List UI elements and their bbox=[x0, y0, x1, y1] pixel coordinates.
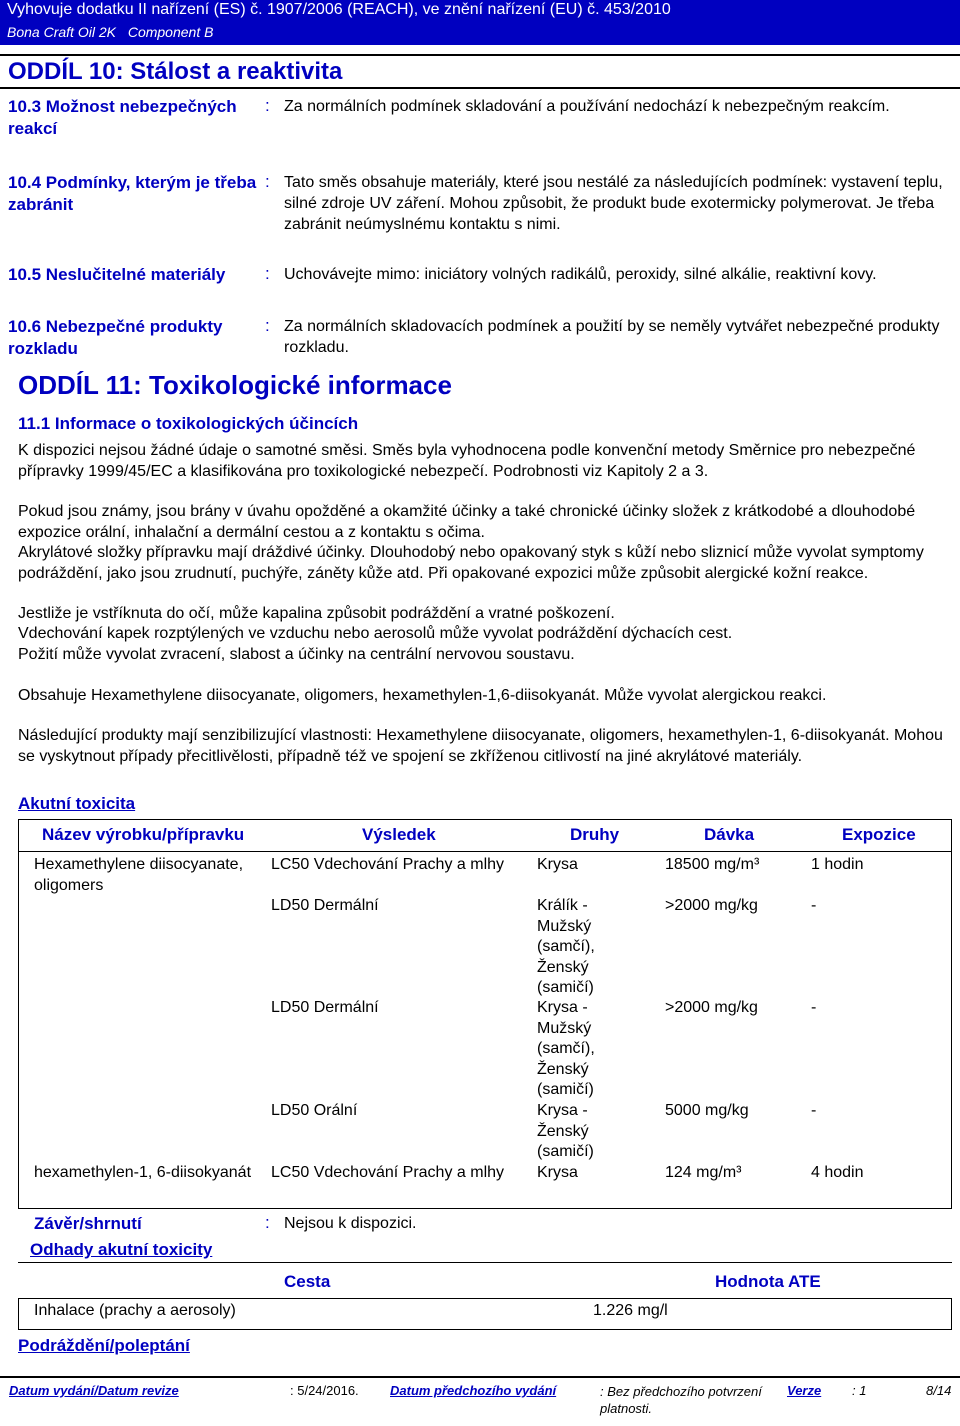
footer-issue-value: : 5/24/2016. bbox=[290, 1383, 359, 1398]
section-11-title: ODDÍL 11: Toxikologické informace bbox=[18, 370, 452, 400]
summary-label: Závěr/shrnutí bbox=[34, 1214, 142, 1233]
value-10-5: Uchovávejte mimo: iniciátory volných radikálů, peroxidy, silné alkálie, reaktivní kovy. bbox=[284, 266, 877, 283]
product-line bbox=[7, 24, 221, 40]
paragraph-5: Vdechování kapek rozptýlených ve vzduchu nebo aerosolů může vyvolat podráždění dýchacích cest. bbox=[18, 625, 733, 642]
table-cell: 18500 mg/m³ bbox=[665, 856, 760, 873]
paragraph-3: Akrylátové složky přípravku mají dráždivé účinky. Dlouhodobý nebo opakovaný styk s kůží nebo sliznicí může vyvolat symptomy podráždění, jako jsou zrudnutí, puchýře, záněty kůže atd. Při opakované expozici může způsobit alergické kožní reakce. bbox=[18, 544, 924, 582]
table-header-species: Druhy bbox=[570, 825, 620, 844]
footer-version-label: Verze bbox=[787, 1383, 822, 1398]
paragraph-6: Požití může vyvolat zvracení, slabost a účinky na centrální nervovou soustavu. bbox=[18, 646, 575, 663]
footer-issue-label: Datum vydání/Datum revize bbox=[9, 1383, 179, 1398]
table-header-exposure: Expozice bbox=[842, 825, 916, 844]
footer-page-number: 8/14 bbox=[926, 1383, 952, 1398]
ate-link[interactable]: Odhady akutní toxicity bbox=[30, 1240, 213, 1259]
table-cell: Králík - Mužský (samčí), Ženský (samičí) bbox=[537, 897, 595, 996]
paragraph-7: Obsahuje Hexamethylene diisocyanate, oligomers, hexamethylen-1,6-diisokyanát. Může vyvolat alergickou reakci. bbox=[18, 687, 827, 704]
table-cell: - bbox=[811, 1102, 817, 1119]
section-11-subtitle: 11.1 Informace o toxikologických účincích bbox=[18, 414, 359, 433]
colon: : bbox=[265, 1213, 270, 1232]
table-cell: LD50 Dermální bbox=[271, 897, 379, 914]
value-10-4: Tato směs obsahuje materiály, které jsou nestálé za následujících podmínek: vystavení teplu, silné zdroje UV záření. Mohou způsobit, že produkt bude exotermicky polymerovat. Je třeba zabránit neúmyslnému kontaktu s nimi. bbox=[284, 174, 943, 233]
table-cell: LC50 Vdechování Prachy a mlhy bbox=[271, 856, 505, 873]
table-cell: LD50 Dermální bbox=[271, 999, 379, 1016]
table-cell: Krysa bbox=[537, 856, 578, 873]
summary-value: Nejsou k dispozici. bbox=[284, 1215, 417, 1232]
label-10-4: 10.4 Podmínky, kterým je třeba zabránit bbox=[8, 173, 257, 214]
footer-version-value: : 1 bbox=[852, 1383, 867, 1398]
product-name: Bona Craft Oil 2K bbox=[7, 24, 116, 40]
component-name: Component B bbox=[127, 24, 214, 40]
paragraph-1: K dispozici nejsou žádné údaje o samotné směsi. Směs byla vyhodnocena podle konvenční metody Směrnice pro nebezpečné přípravky 1999/45/EC a klasifikována pro toxikologické nebezpečí. Podrobnosti viz Kapitoly 2 a 3. bbox=[18, 442, 916, 480]
table-cell: 124 mg/m³ bbox=[665, 1164, 742, 1181]
regulation-title: Vyhovuje dodatku II nařízení (ES) č. 1907/2006 (REACH), ve znění nařízení (EU) č. 453/2010 bbox=[7, 1, 671, 18]
table-cell: >2000 mg/kg bbox=[665, 999, 758, 1016]
label-10-5: 10.5 Neslučitelné materiály bbox=[8, 265, 226, 284]
table-cell: 1 hodin bbox=[811, 856, 864, 873]
table-cell: Krysa bbox=[537, 1164, 578, 1181]
paragraph-2: Pokud jsou známy, jsou brány v úvahu opožděné a okamžité účinky a také chronické účinky složek z krátkodobé a dlouhodobé expozice orální, inhalační a dermální cestou a z kontaktu s očima. bbox=[18, 503, 916, 541]
table-cell: Hexamethylene diisocyanate, oligomers bbox=[34, 856, 244, 894]
acute-toxicity-link[interactable]: Akutní toxicita bbox=[18, 794, 136, 813]
colon: : bbox=[265, 264, 270, 283]
colon: : bbox=[265, 96, 270, 115]
irritation-link[interactable]: Podráždění/poleptání bbox=[18, 1336, 190, 1355]
table-cell: Krysa - Mužský (samčí), Ženský (samičí) bbox=[537, 999, 595, 1098]
paragraph-4: Jestliže je vstříknuta do očí, může kapalina způsobit podráždění a vratné poškození. bbox=[18, 605, 615, 622]
colon: : bbox=[265, 316, 270, 335]
table-cell: 4 hodin bbox=[811, 1164, 864, 1181]
ate-header-route: Cesta bbox=[284, 1272, 331, 1291]
section-10-title: ODDÍL 10: Stálost a reaktivita bbox=[8, 58, 343, 85]
value-10-3: Za normálních podmínek skladování a používání nedochází k nebezpečným reakcím. bbox=[284, 98, 890, 115]
table-cell: LD50 Orální bbox=[271, 1102, 358, 1119]
label-10-3: 10.3 Možnost nebezpečných reakcí bbox=[8, 97, 237, 138]
footer-prev-value: : Bez předchozího potvrzení platnosti. bbox=[600, 1384, 762, 1416]
colon: : bbox=[265, 172, 270, 191]
label-10-6: 10.6 Nebezpečné produkty rozkladu bbox=[8, 317, 223, 358]
table-cell: >2000 mg/kg bbox=[665, 897, 758, 914]
table-cell: hexamethylen-1, 6-diisokyanát bbox=[34, 1164, 252, 1181]
table-cell: - bbox=[811, 999, 817, 1016]
paragraph-8: Následující produkty mají senzibilizující vlastnosti: Hexamethylene diisocyanate, oligomers, hexamethylen-1, 6-diisokyanát. Mohou se vyskytnout případy přecitlivělosti, případně též ve spojení se zkříženou citlivostí na jiné akrylátové materiály. bbox=[18, 727, 943, 765]
table-header-result: Výsledek bbox=[362, 825, 436, 844]
table-cell: LC50 Vdechování Prachy a mlhy bbox=[271, 1164, 505, 1181]
table-header-dose: Dávka bbox=[704, 825, 755, 844]
table-cell: 5000 mg/kg bbox=[665, 1102, 749, 1119]
table-cell: - bbox=[811, 897, 817, 914]
value-10-6: Za normálních skladovacích podmínek a použití by se neměly vytvářet nebezpečné produkty rozkladu. bbox=[284, 318, 940, 356]
ate-header-value: Hodnota ATE bbox=[715, 1272, 821, 1291]
ate-value: 1.226 mg/l bbox=[593, 1302, 668, 1319]
footer-prev-label: Datum předchozího vydání bbox=[390, 1383, 557, 1398]
ate-route: Inhalace (prachy a aerosoly) bbox=[34, 1302, 236, 1319]
table-cell: Krysa - Ženský (samičí) bbox=[537, 1102, 594, 1160]
footer-divider bbox=[0, 1376, 960, 1378]
table-header-product: Název výrobku/přípravku bbox=[42, 825, 245, 844]
